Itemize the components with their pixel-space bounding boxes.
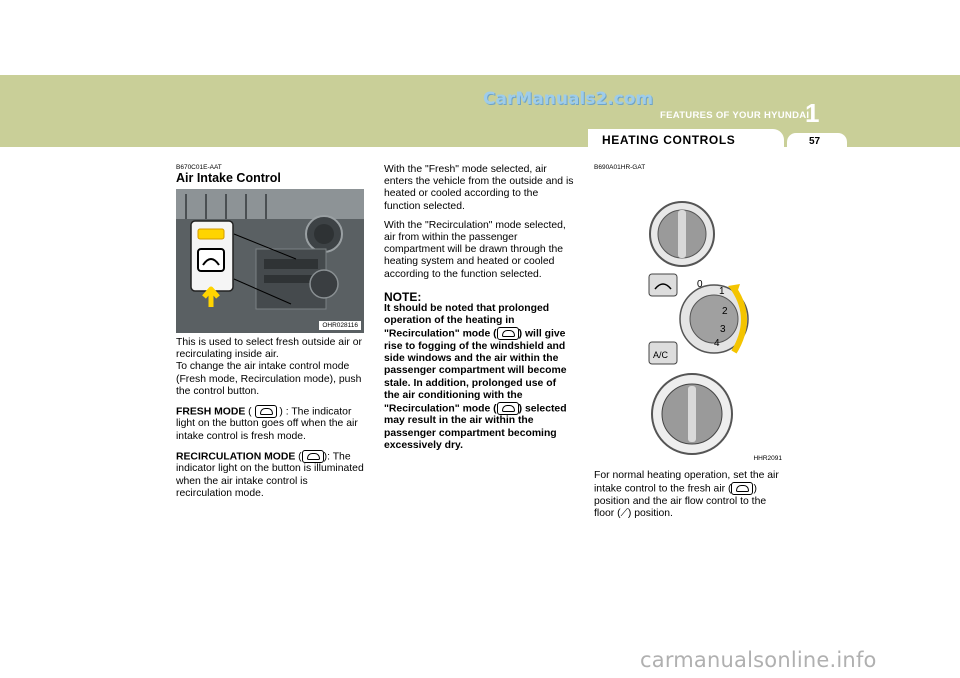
middle-column-text [384, 164, 574, 452]
note-text-c: ) selected may result in the air within the passenger compartment becoming excessively dry. [384, 403, 567, 451]
left-code: B670C01E-AAT [176, 164, 222, 171]
dashboard-illustration [176, 189, 364, 333]
note-title: NOTE: [384, 289, 422, 304]
recirculation-icon [302, 450, 324, 463]
figure-label: HHR2091 [753, 455, 782, 462]
recirculation-icon [497, 402, 519, 415]
fan-speed-4: 4 [714, 338, 720, 349]
middle-para-1: With the "Fresh" mode selected, air enters the vehicle from the outside and is heated or cooled according to the function selected. [384, 164, 574, 212]
ac-label: A/C [653, 350, 669, 360]
dashboard-photo [176, 189, 364, 333]
floor-icon: ⟋ [620, 507, 628, 519]
fan-speed-2: 2 [722, 306, 728, 317]
fresh-air-icon [255, 405, 277, 418]
right-text-c: ) position. [627, 507, 673, 519]
recirculation-icon [497, 327, 519, 340]
heater-control-illustration [594, 174, 784, 464]
chapter-number: 1 [805, 98, 820, 128]
right-code: B690A01HR-GAT [594, 164, 646, 171]
section-label: FEATURES OF YOUR HYUNDAI [660, 110, 810, 121]
note-text-a: It should be noted that prolonged operation of the heating in "Recirculation" mode ( [384, 303, 550, 340]
left-column-text [176, 337, 364, 507]
fan-speed-3: 3 [720, 324, 726, 335]
photo-label: OHR028116 [319, 321, 361, 330]
section-heading: Air Intake Control [176, 171, 281, 185]
note-text-b: ) will give rise to fogging of the windshield and side windows and the air within the passenger compartment will become stale. In addition, prolonged use of the air conditioning with the "Recirculation" mode ( [384, 328, 567, 415]
fan-speed-1: 1 [719, 286, 725, 297]
right-text-a: For normal heating operation, set the air intake control to the fresh air ( [594, 470, 779, 495]
recirc-mode-para: RECIRCULATION MODE ( ): The indicator light on the button is illuminated when the air intake control is recirculation mode. [176, 451, 364, 499]
tab-title: HEATING CONTROLS [602, 133, 736, 147]
note-body [384, 303, 574, 452]
right-column-text [594, 470, 786, 520]
fresh-mode-label: FRESH MODE [176, 406, 246, 418]
middle-para-2: With the "Recirculation" mode selected, air from within the passenger compartment will be drawn through the heating system and heated or cooled according to the function selected. [384, 219, 566, 280]
page-tab [787, 133, 847, 151]
fresh-air-icon [731, 482, 753, 495]
recirc-mode-text: : The indicator light on the button is illuminated when the air intake control is recirculation mode. [176, 451, 364, 499]
watermark-bottom[interactable]: carmanualsonline.info [640, 648, 877, 672]
left-para-2: To change the air intake control mode (Fresh mode, Recirculation mode), push the control button. [176, 361, 362, 397]
right-text-b: ) position and the air flow control to the floor ( [594, 483, 767, 519]
section-tab [588, 129, 784, 151]
fan-speed-0: 0 [697, 279, 703, 290]
heater-control-figure [594, 174, 784, 464]
page-number: 57 [809, 136, 821, 147]
fresh-mode-text: : The indicator light on the button goes off when the air intake control is fresh mode. [176, 406, 358, 442]
fresh-mode-para: FRESH MODE ( ) : The indicator light on the button goes off when the air intake control is fresh mode. [176, 406, 358, 442]
watermark-top[interactable]: CarManuals2.com [483, 89, 654, 109]
left-para-1: This is used to select fresh outside air or recirculating inside air. [176, 337, 362, 361]
recirc-mode-label: RECIRCULATION MODE [176, 451, 296, 463]
